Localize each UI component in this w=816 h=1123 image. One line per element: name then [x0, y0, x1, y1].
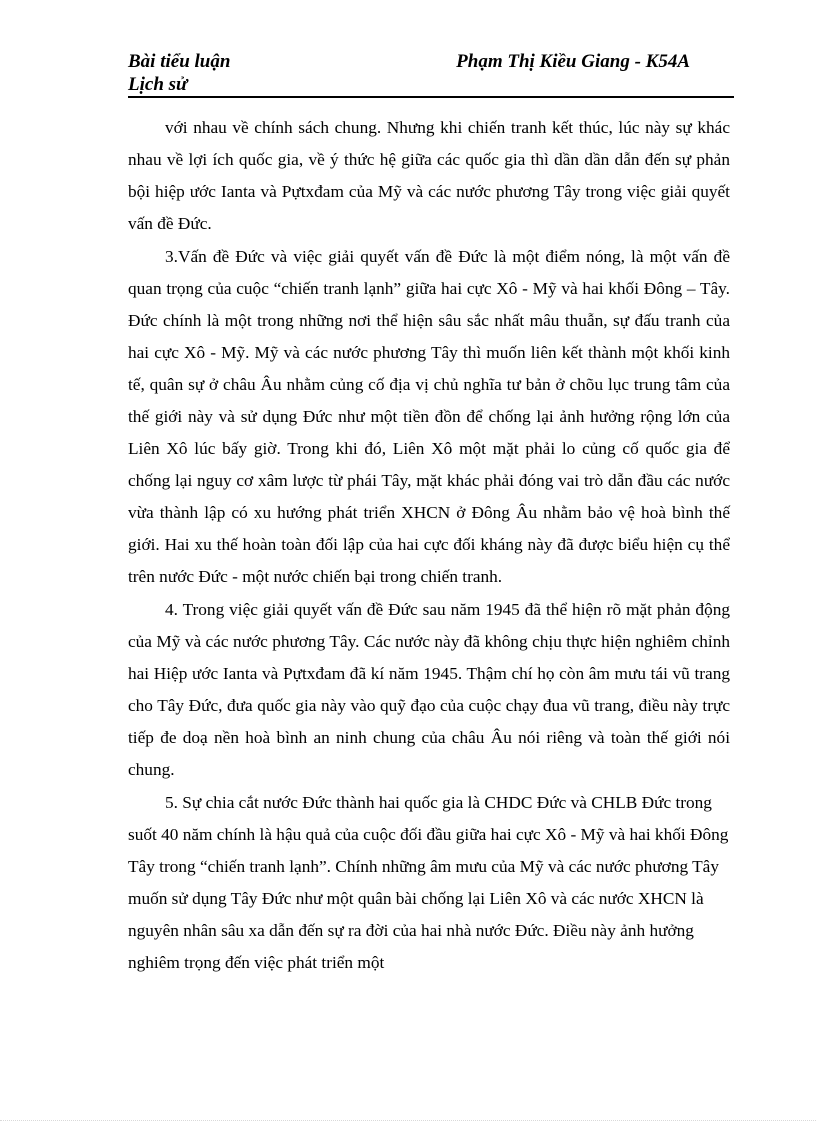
- page-bottom-edge: [0, 1120, 816, 1121]
- paragraph-continuation: với nhau về chính sách chung. Nhưng khi chiến tranh kết thúc, lúc này sự khác nhau về lợi ích quốc gia, về ý thức hệ giữa các quốc gia thì dần dần dẫn đến sự phản bội hiệp ước Ianta và Pựtxđam của Mỹ và các nước phương Tây trong việc giải quyết vấn đề Đức.: [128, 118, 730, 233]
- document-subject: Lịch sử: [128, 74, 188, 95]
- document-type: Bài tiểu luận: [128, 51, 231, 72]
- paragraph-point-5: 5. Sự chia cắt nước Đức thành hai quốc gia là CHDC Đức và CHLB Đức trong suốt 40 năm chính là hậu quả của cuộc đối đầu giữa hai cực Xô - Mỹ và hai khối Đông Tây trong “chiến tranh lạnh”. Chính những âm mưu của Mỹ và các nước phương Tây muốn sử dụng Tây Đức như một quân bài chống lại Liên Xô và các nước XHCN là nguyên nhân sâu xa dẫn đến sự ra đời của hai nhà nước Đức. Điều này ảnh hưởng nghiêm trọng đến việc phát triển một: [128, 793, 729, 972]
- document-body: [128, 112, 730, 979]
- paragraph-point-4: 4. Trong việc giải quyết vấn đề Đức sau năm 1945 đã thể hiện rõ mặt phản động của Mỹ và các nước phương Tây. Các nước này đã không chịu thực hiện nghiêm chỉnh hai Hiệp ước Ianta và Pựtxđam đã kí năm 1945. Thậm chí họ còn âm mưu tái vũ trang cho Tây Đức, đưa quốc gia này vào quỹ đạo của cuộc chạy đua vũ trang, điều này trực tiếp đe doạ nền hoà bình an ninh chung của châu Âu nói riêng và toàn thế giới nói chung.: [128, 600, 730, 779]
- author-name: Phạm Thị Kiều Giang - K54A: [456, 51, 690, 72]
- header-divider: [128, 96, 734, 98]
- page-header: [128, 50, 734, 98]
- paragraph-point-3: 3.Vấn đề Đức và việc giải quyết vấn đề Đức là một điểm nóng, là một vấn đề quan trọng của cuộc “chiến tranh lạnh” giữa hai cực Xô - Mỹ và hai khối Đông – Tây. Đức chính là một trong những nơi thể hiện sâu sắc nhất mâu thuẫn, sự đấu tranh của hai cực Xô - Mỹ. Mỹ và các nước phương Tây thì muốn liên kết thành một khối kinh tế, quân sự ở châu Âu nhằm củng cố địa vị chủ nghĩa tư bản ở chõu lục trung tâm của thế giới này và sử dụng Đức như một tiền đồn để chống lại ảnh hưởng rộng lớn của Liên Xô lúc bấy giờ. Trong khi đó, Liên Xô một mặt phải lo củng cố quốc gia để chống lại nguy cơ xâm lược từ phái Tây, mặt khác phải đóng vai trò dẫn đầu các nước vừa thành lập có xu hướng phát triển XHCN ở Đông Âu nhằm bảo vệ hoà bình thế giới. Hai xu thế hoàn toàn đối lập của hai cực đối kháng này đã được biểu hiện cụ thể trên nước Đức - một nước chiến bại trong chiến tranh.: [128, 247, 730, 586]
